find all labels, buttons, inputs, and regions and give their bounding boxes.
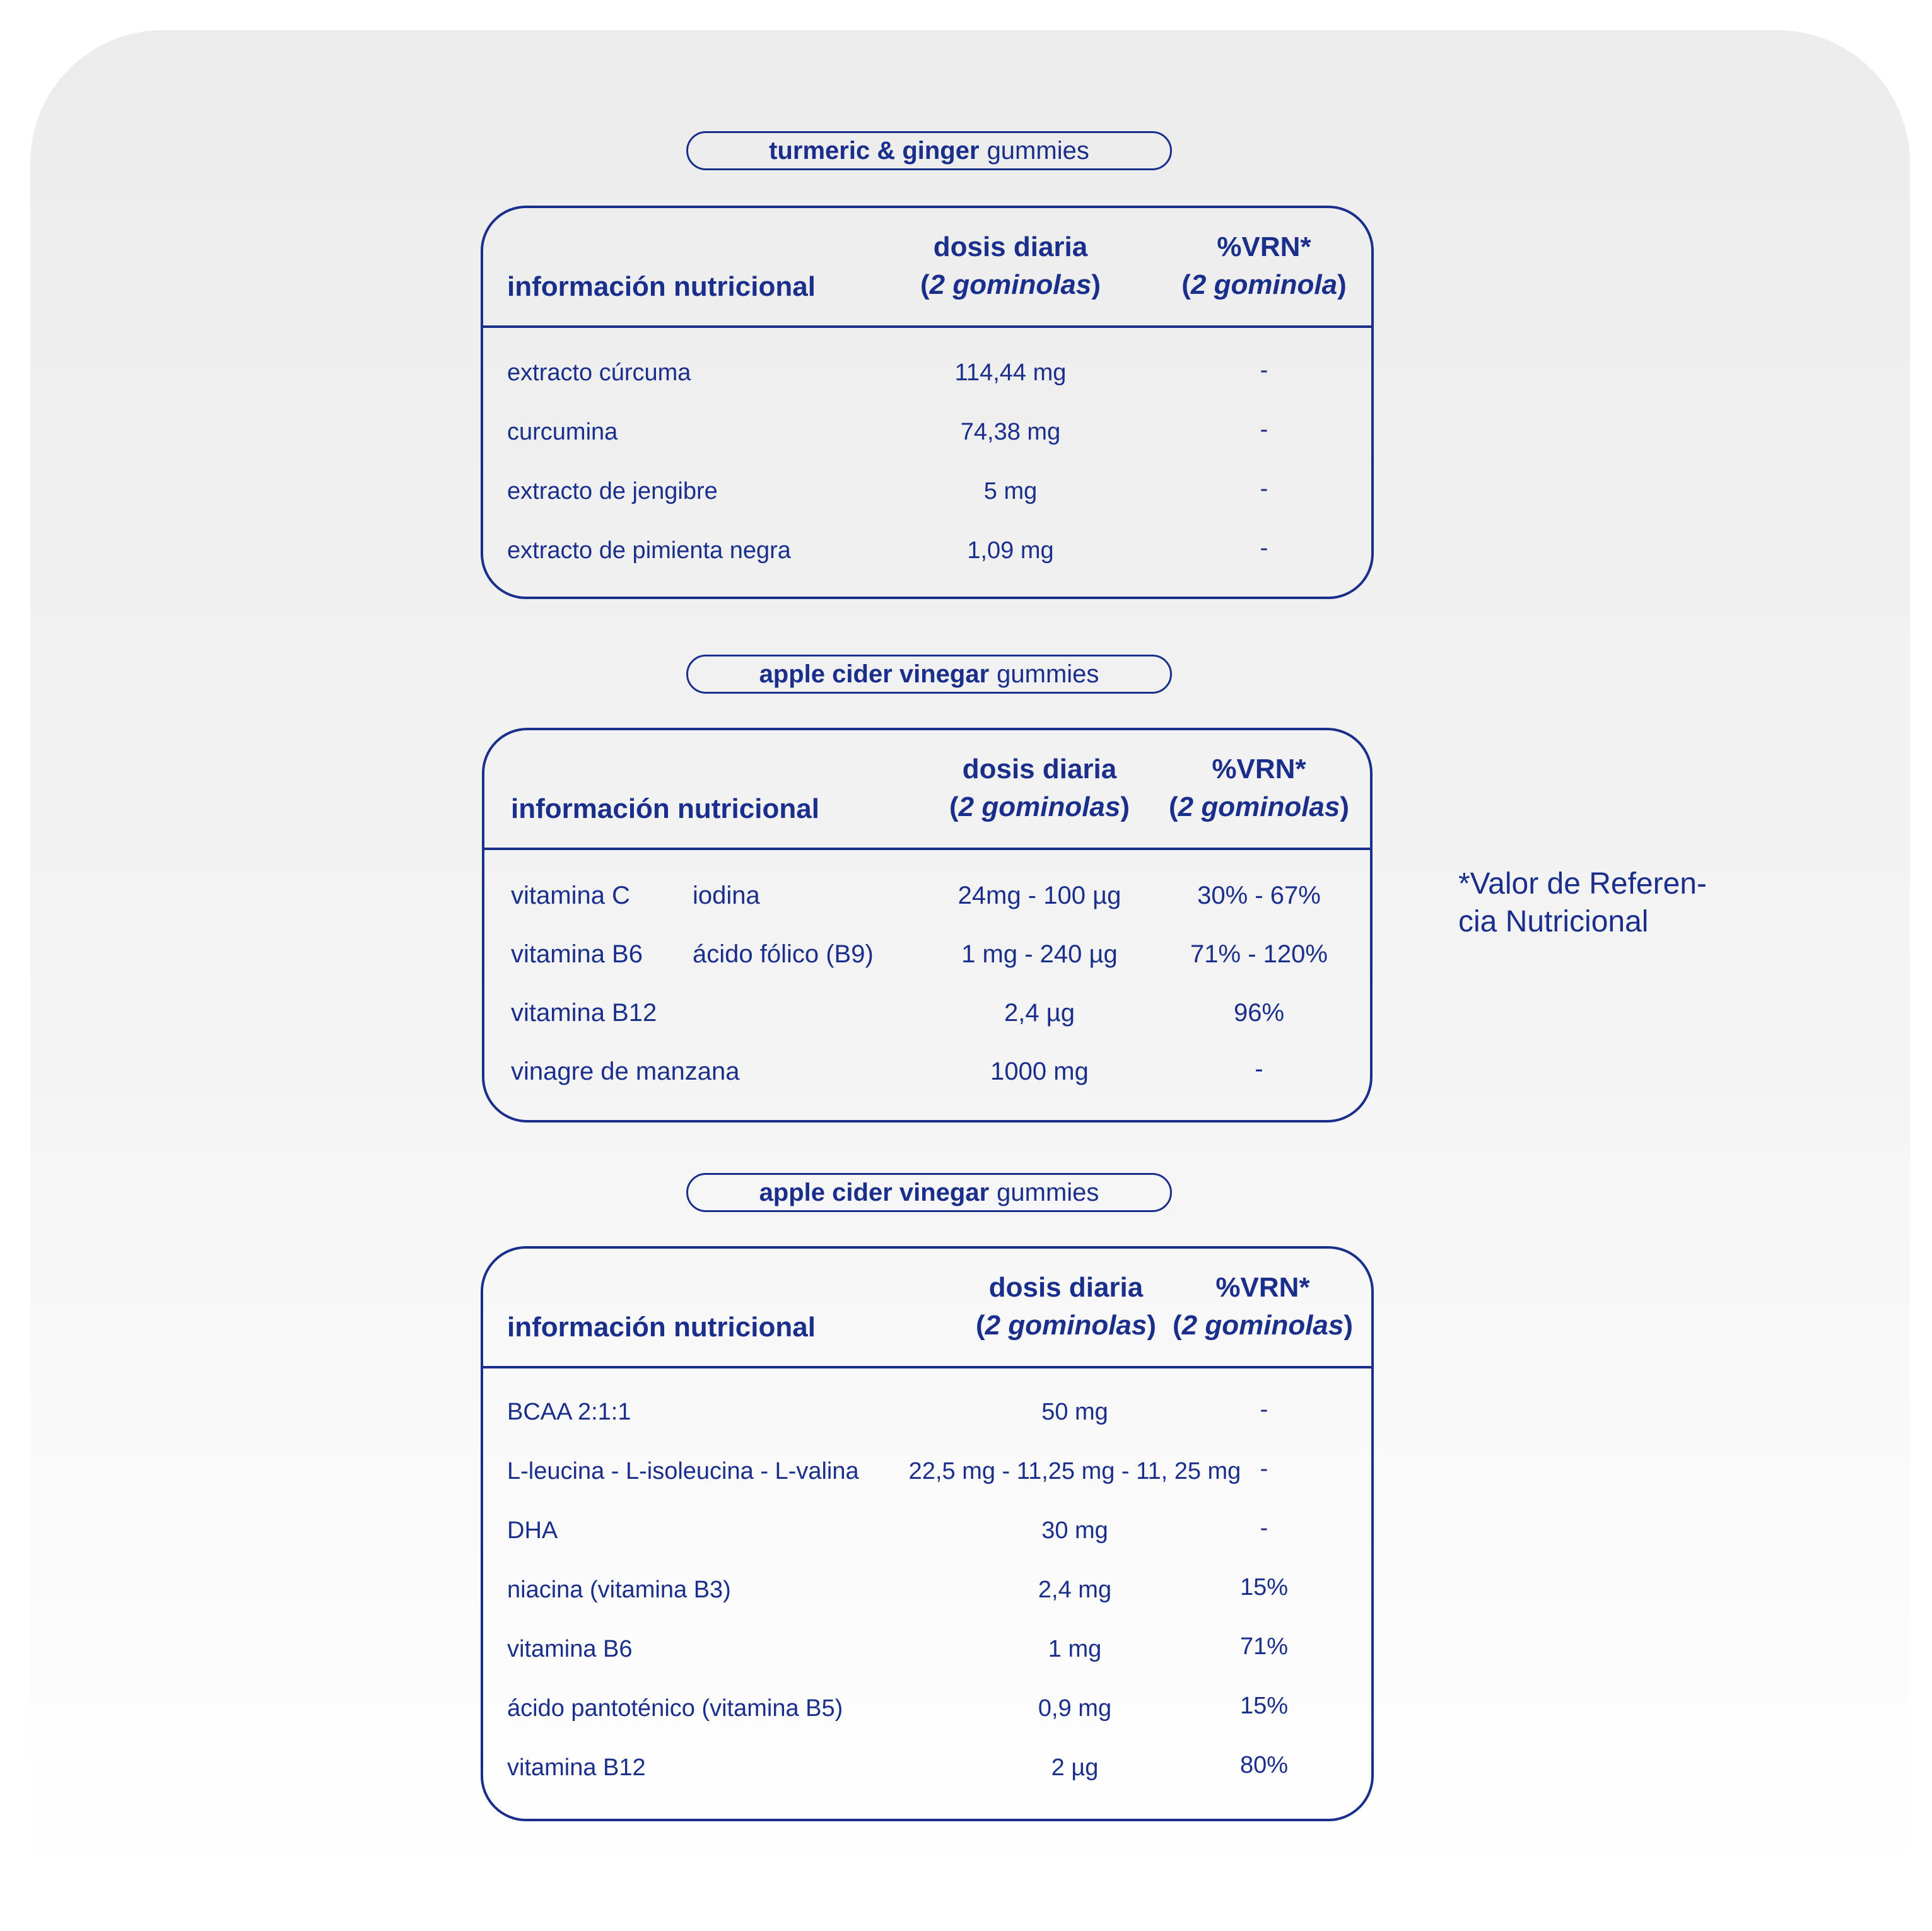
nutrient-dose: 1 mg - 240 µg (961, 940, 1118, 968)
product-name: turmeric & ginger (769, 136, 980, 165)
nutrient-name: curcumina (507, 419, 618, 445)
nutrient-name: vitamina B6 (511, 940, 643, 968)
dose-header: dosis diaria (2 gominolas) (920, 231, 1101, 300)
table-title: información nutricional (507, 1312, 816, 1343)
product-type: gummies (997, 1178, 1099, 1206)
nutrient-dose: 1000 mg (990, 1058, 1089, 1085)
nutrient-dose: 30 mg (1041, 1517, 1108, 1544)
nutrient-name: niacina (vitamina B3) (507, 1577, 731, 1603)
product-label-acv (686, 655, 1172, 694)
nutrient-dose: 50 mg (1041, 1399, 1108, 1425)
nutrient-dose: 2,4 mg (1038, 1577, 1112, 1603)
nutrient-vrn: - (1260, 1515, 1268, 1541)
nutrient-vrn: - (1255, 1055, 1263, 1083)
nutrition-table-turmeric (481, 206, 1374, 599)
nutrient-name: BCAA 2:1:1 (507, 1399, 631, 1425)
product-label-turmeric (686, 131, 1172, 170)
nutrient-name-2: ácido fólico (B9) (693, 940, 874, 968)
nutrient-name: vinagre de manzana (511, 1058, 740, 1085)
vrn-header: %VRN* (2 gominola) (1181, 231, 1347, 300)
nutrient-dose: 1,09 mg (967, 537, 1054, 564)
nutrient-vrn: 71% (1239, 1633, 1289, 1660)
nutrient-dose: 2,4 µg (1004, 999, 1075, 1027)
vrn-header: %VRN* (2 gominolas) (1172, 1272, 1354, 1341)
nutrient-name: vitamina B12 (511, 999, 657, 1027)
nutrient-dose: 1 mg (1048, 1636, 1102, 1662)
product-type: gummies (997, 660, 1099, 688)
nutrient-name: extracto de pimienta negra (507, 537, 791, 564)
nutrition-table-bcaa (481, 1246, 1374, 1821)
table-title: información nutricional (511, 793, 819, 824)
nutrient-name: extracto de jengibre (507, 478, 718, 505)
nutrient-dose: 74,38 mg (960, 419, 1061, 445)
dose-header: dosis diaria (2 gominolas) (975, 1272, 1157, 1341)
nutrient-vrn: - (1260, 416, 1268, 443)
product-type: gummies (986, 136, 1089, 165)
product-label-acv-2 (686, 1173, 1172, 1212)
nutrient-dose: 2 µg (1051, 1754, 1099, 1781)
nutrient-name-2: iodina (693, 882, 760, 909)
nutrient-name: vitamina C (511, 882, 630, 909)
nutrient-vrn: 80% (1239, 1752, 1289, 1778)
nutrient-vrn: 30% - 67% (1197, 882, 1321, 909)
table-title: información nutricional (507, 271, 816, 302)
nutrient-name: extracto cúrcuma (507, 359, 691, 386)
nutrient-vrn: 96% (1233, 999, 1285, 1027)
nutrient-name: vitamina B12 (507, 1754, 646, 1781)
nutrient-dose: 5 mg (983, 478, 1038, 505)
product-name: apple cider vinegar (759, 660, 990, 688)
nutrient-vrn: 15% (1239, 1693, 1289, 1719)
dose-header: dosis diaria (2 gominolas) (949, 754, 1130, 822)
nutrient-vrn: - (1260, 357, 1268, 383)
nutrient-vrn: - (1260, 1456, 1268, 1482)
nutrient-name: DHA (507, 1517, 558, 1544)
vrn-footnote: *Valor de Referen- cia Nutricional (1458, 867, 1707, 938)
nutrition-table-acv (482, 728, 1373, 1123)
nutrient-name: ácido pantoténico (vitamina B5) (507, 1695, 843, 1722)
vrn-header: %VRN* (2 gominolas) (1168, 754, 1350, 822)
nutrient-name: L-leucina - L-isoleucina - L-valina (507, 1458, 859, 1485)
header-divider (483, 325, 1371, 328)
nutrient-vrn: 15% (1239, 1574, 1289, 1601)
nutrient-dose: 0,9 mg (1038, 1695, 1112, 1722)
header-divider (484, 848, 1370, 850)
nutrient-name: vitamina B6 (507, 1636, 633, 1662)
nutrient-vrn: - (1260, 475, 1268, 502)
nutrient-vrn: 71% - 120% (1190, 940, 1328, 968)
nutrient-dose: 114,44 mg (954, 359, 1067, 386)
nutrient-vrn: - (1260, 535, 1268, 561)
header-divider (483, 1366, 1371, 1368)
product-name: apple cider vinegar (759, 1178, 990, 1206)
nutrient-dose: 24mg - 100 µg (957, 882, 1121, 909)
nutrient-dose: 22,5 mg - 11,25 mg - 11, 25 mg (908, 1458, 1241, 1485)
nutrient-vrn: - (1260, 1396, 1268, 1423)
